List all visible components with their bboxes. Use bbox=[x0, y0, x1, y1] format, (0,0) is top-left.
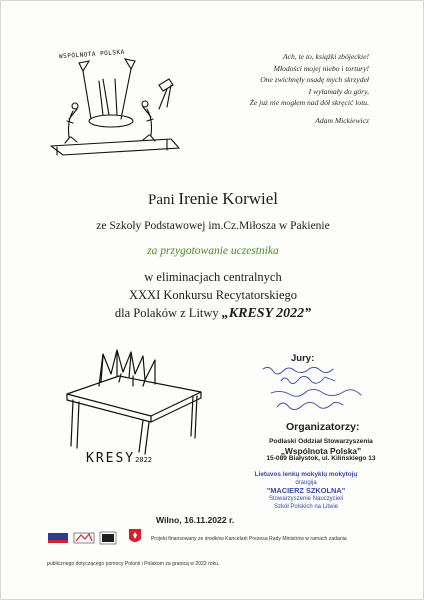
stamp-line-1: Lietuvos lenkų mokyklų mokytojų bbox=[254, 471, 358, 478]
school-line: ze Szkoły Podstawowej im.Cz.Miłosza w Pakienie bbox=[96, 220, 330, 232]
place-date: Wilno, 16.11.2022 r. bbox=[156, 515, 235, 525]
organizer-1-line-2: „Wspólnota Polska” bbox=[280, 445, 362, 456]
contest-line-3-prefix: dla Polaków z Litwy bbox=[114, 306, 219, 320]
stamp-line-4: Stowarzyszenie Nauczycieli bbox=[268, 496, 344, 502]
stamp-line-3: "MACIERZ SZKOLNA" bbox=[266, 486, 346, 495]
organizers-label: Organizatorzy: bbox=[286, 421, 360, 433]
stage-drawing-icon bbox=[43, 48, 183, 161]
organizer-1 bbox=[231, 438, 411, 464]
organizer-1-line-1: Podlaski Oddział Stowarzyszenia bbox=[269, 438, 373, 445]
contest-line-3 bbox=[1, 306, 424, 322]
sponsor-logo-2-icon bbox=[73, 531, 95, 545]
drawing-signature-word: KRESY bbox=[86, 451, 136, 466]
funding-note-continued: publicznego dotyczącego pomocy Polonii i Polakom za granicą w 2022 roku. bbox=[47, 561, 220, 567]
quote-line: Że już nie mogłem nad dół skręcić lotu. bbox=[249, 98, 369, 108]
contest-line-2: XXXI Konkursu Recytatorskiego bbox=[128, 288, 298, 302]
sponsor-logo-3-icon bbox=[99, 531, 117, 545]
jury-label: Jury: bbox=[291, 353, 315, 364]
quote-line: I wyłamały do góry, bbox=[308, 86, 369, 96]
reason-line: za przygotowanie uczestnika bbox=[147, 245, 279, 257]
jury-signatures-icon bbox=[241, 363, 391, 418]
funding-note: Projekt finansowany ze środków Kancelarii Prezesa Rady Ministrów w ramach zadania bbox=[151, 536, 347, 542]
organizer-2-stamp bbox=[239, 471, 373, 511]
burning-table-drawing-icon bbox=[59, 346, 209, 456]
stamp-line-5: Szkół Polskich na Litwie bbox=[273, 504, 339, 510]
quote-author: Adam Mickiewicz bbox=[315, 116, 369, 125]
quote-block bbox=[191, 51, 369, 109]
government-emblem-icon bbox=[127, 527, 143, 547]
sponsor-logo-1-icon bbox=[47, 531, 69, 545]
recipient-name: Irenie Korwiel bbox=[178, 189, 278, 208]
contest-line-1: w eliminacjach centralnych bbox=[144, 270, 282, 284]
recipient-line bbox=[1, 189, 424, 209]
organizer-1-line-3: 15-089 Białystok, ul. Kilińskiego 13 bbox=[266, 455, 376, 462]
stamp-line-2: draugija bbox=[295, 480, 317, 486]
event-name: „KRESY 2022” bbox=[221, 306, 312, 321]
drawing-signature bbox=[86, 451, 152, 466]
recipient-prefix: Pani bbox=[147, 192, 175, 208]
quote-line: Ach, te to, książki zbójeckie! bbox=[282, 52, 369, 61]
drawing-signature-year: 2022 bbox=[135, 456, 152, 464]
logo-caption: WSPÓLNOTA POLSKA bbox=[58, 48, 125, 61]
quote-line: Młodości mojej niebo i tortury! bbox=[273, 63, 369, 73]
quote-line: One zwichnęły osadę mych skrzydeł bbox=[260, 75, 369, 85]
